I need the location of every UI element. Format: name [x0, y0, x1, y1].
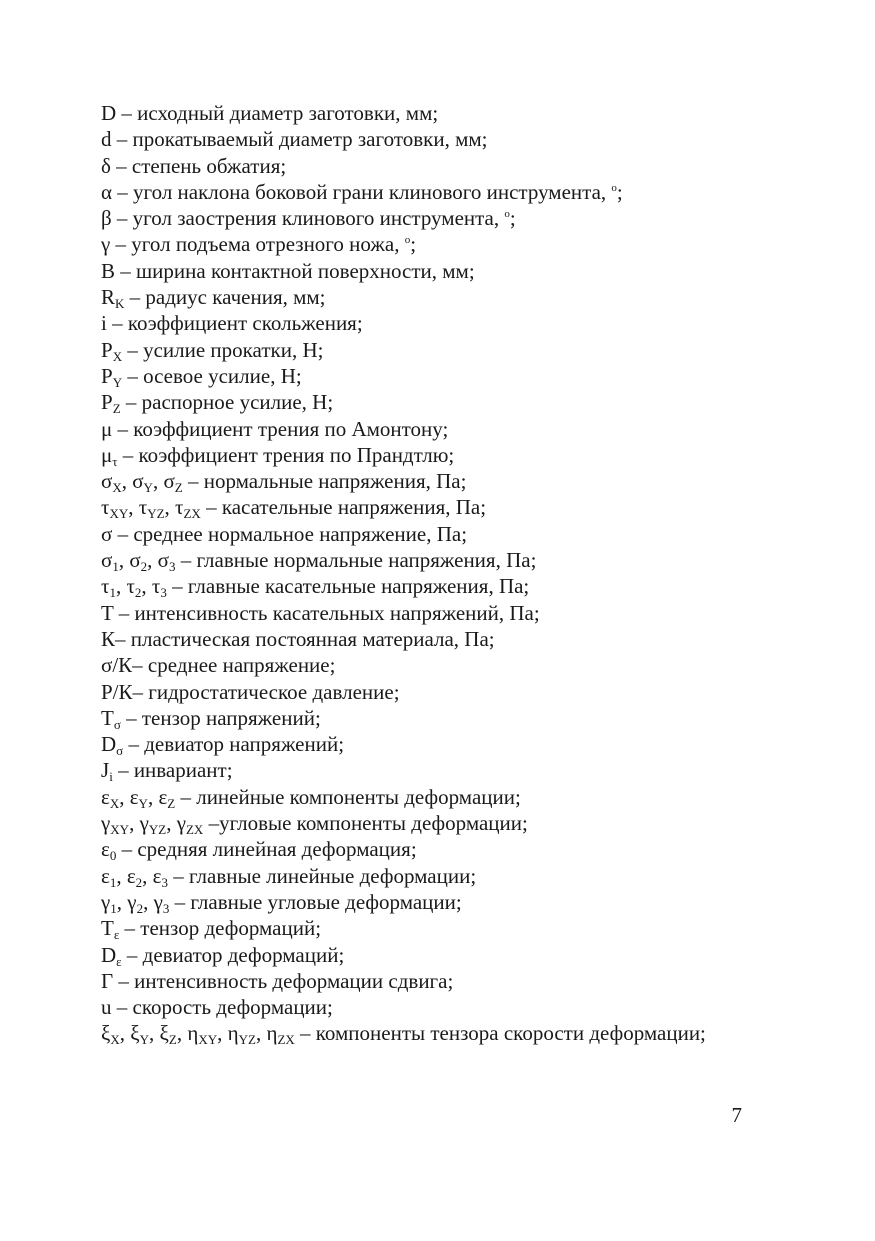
- notation-entry: $\gamma_1$, $\gamma_2$, $\gamma_3$ – главные угловые деформации;: [101, 889, 462, 916]
- notation-entry: $\tau_{XY}$, $\tau_{YZ}$, $\tau_{ZX}$ – касательные напряжения, Па;: [101, 495, 487, 522]
- notation-entry: $\sigma_1$, $\sigma_2$, $\sigma_3$ – главные нормальные напряжения, Па;: [101, 548, 537, 575]
- notation-entry: σ – среднее нормальное напряжение, Па;: [101, 521, 468, 546]
- notation-entry: Г – интенсивность деформации сдвига;: [101, 968, 454, 993]
- notation-entry: δ – степень обжатия;: [101, 153, 287, 178]
- notation-entry: К– пластическая постоянная материала, Па;: [101, 626, 495, 651]
- notation-entry: $\varepsilon_0$ – средняя линейная деформация;: [101, 837, 417, 864]
- notation-entry: $\tau_1$, $\tau_2$, $\tau_3$ – главные касательные напряжения, Па;: [101, 574, 530, 601]
- notation-entry: $J_i$ – инвариант;: [101, 758, 233, 785]
- notation-entry: $P_Y$ – осевое усилие, Н;: [101, 363, 302, 390]
- notation-entry: d – прокатываемый диаметр заготовки, мм;: [101, 127, 488, 152]
- notation-entry: μ – коэффициент трения по Амонтону;: [101, 416, 449, 441]
- notation-entry: $R_K$ – радиус качения, мм;: [101, 285, 326, 312]
- notation-entry: $D_\varepsilon$ – девиатор деформаций;: [101, 942, 345, 969]
- notation-entry: $\gamma_{XY}$, $\gamma_{YZ}$, $\gamma_{ZX}$ –угловые компоненты деформации;: [101, 811, 528, 838]
- notation-entry: $\varepsilon_X$, $\varepsilon_Y$, $\varepsilon_Z$ – линейные компоненты деформации;: [101, 784, 521, 811]
- notation-entry: T – интенсивность касательных напряжений, Па;: [101, 600, 540, 625]
- page-number: 7: [731, 1103, 742, 1127]
- notation-entry: $\mu_\tau$ – коэффициент трения по Прандтлю;: [101, 442, 455, 469]
- notation-entry: $P_Z$ – распорное усилие, Н;: [101, 390, 334, 417]
- notation-entry: γ – угол подъема отрезного ножа, $^o$;: [101, 232, 417, 257]
- notation-entry: u – скорость деформации;: [101, 995, 333, 1020]
- notation-entry: $D_\sigma$ – девиатор напряжений;: [101, 732, 345, 759]
- notation-entry: $\xi_X$, $\xi_Y$, $\xi_Z$, $\eta_{XY}$, $\eta_{YZ}$, $\eta_{ZX}$ – компоненты тензора скорости деформации;: [101, 1021, 706, 1048]
- notation-entry: $T_\sigma$ – тензор напряжений;: [101, 705, 321, 732]
- notation-entry: $P_X$ – усилие прокатки, Н;: [101, 337, 324, 364]
- notation-entry: α – угол наклона боковой грани клинового инструмента, $^o$;: [101, 179, 623, 204]
- notation-entry: σ/К– среднее напряжение;: [101, 653, 336, 678]
- notation-entry: Р/К– гидростатическое давление;: [101, 679, 400, 704]
- notation-entry: $\varepsilon_1$, $\varepsilon_2$, $\varepsilon_3$ – главные линейные деформации;: [101, 863, 477, 890]
- notation-entry: i – коэффициент скольжения;: [101, 311, 363, 336]
- notation-entry: B – ширина контактной поверхности, мм;: [101, 258, 475, 283]
- notation-entry: β – угол заострения клинового инструмента, $^o$;: [101, 206, 516, 231]
- notation-entry: D – исходный диаметр заготовки, мм;: [101, 101, 439, 125]
- notation-entry: $T_\varepsilon$ – тензор деформаций;: [101, 916, 322, 943]
- notation-list: [101, 100, 741, 1048]
- notation-entry: $\sigma_X$, $\sigma_Y$, $\sigma_Z$ – нормальные напряжения, Па;: [101, 469, 467, 496]
